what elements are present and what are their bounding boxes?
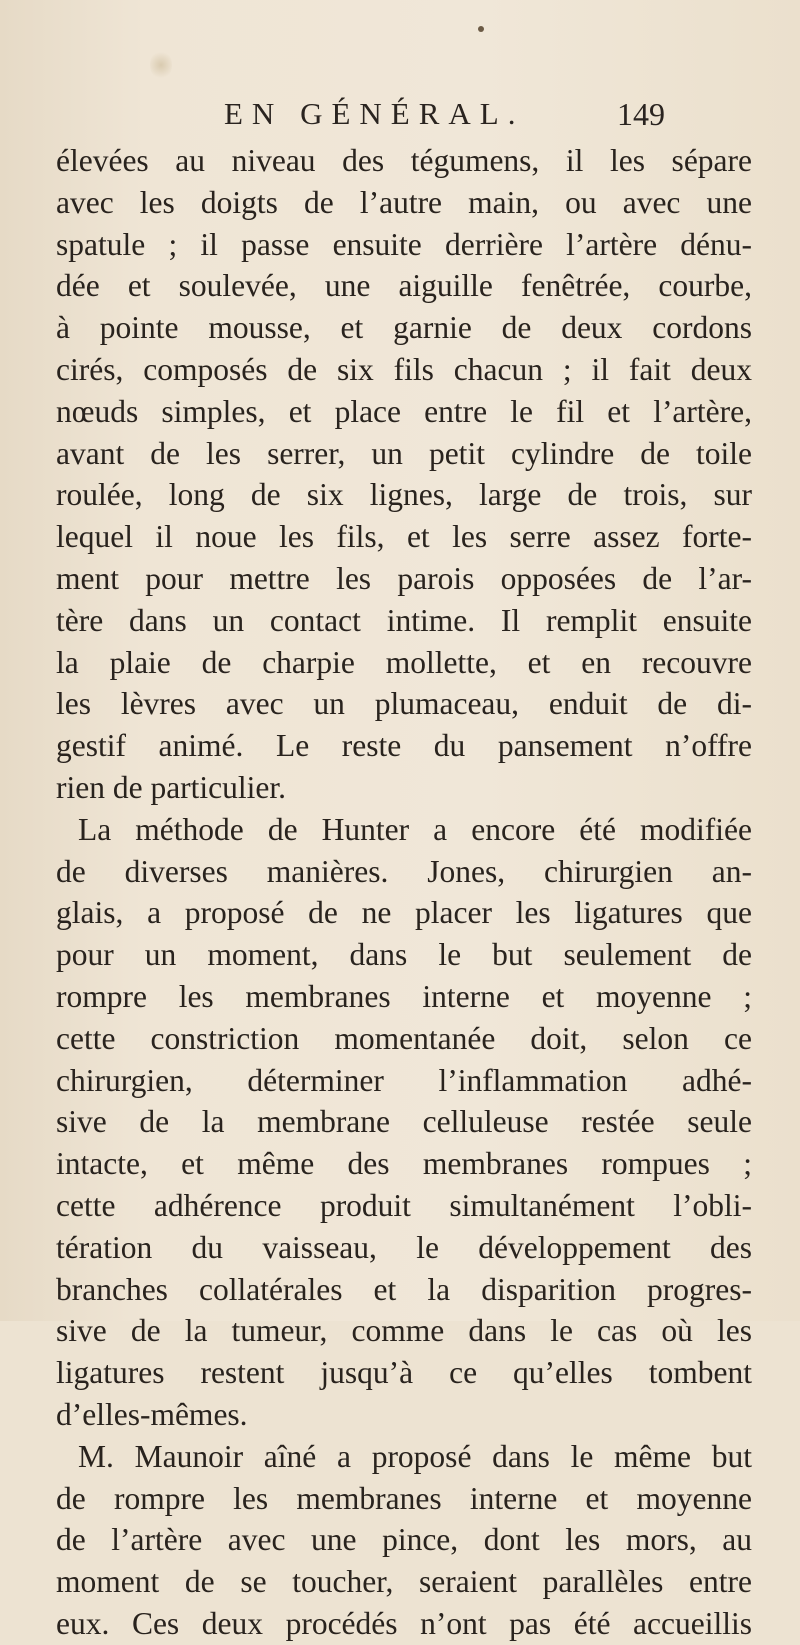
text-line: rien de particulier. <box>56 769 287 805</box>
text-line: tération du vaisseau, le développement des <box>56 1229 752 1265</box>
text-line: moment de se toucher, seraient parallèles entre <box>56 1564 752 1600</box>
text-line: ligatures restent jusqu’à ce qu’elles tombent <box>56 1355 752 1391</box>
body-text <box>56 140 752 1645</box>
text-line: spatule ; il passe ensuite derrière l’artère dénu- <box>56 226 752 262</box>
text-line: d’elles-mêmes. <box>56 1396 248 1432</box>
text-line: la plaie de charpie mollette, et en recouvre <box>56 644 752 680</box>
text-line: chirurgien, déterminer l’inflammation adhé- <box>56 1062 752 1098</box>
text-line: La méthode de Hunter a encore été modifiée <box>78 811 752 847</box>
text-line: M. Maunoir aîné a proposé dans le même but <box>78 1438 752 1474</box>
text-line: avant de les serrer, un petit cylindre de toile <box>56 435 752 471</box>
text-line: intacte, et même des membranes rompues ; <box>56 1146 752 1182</box>
text-line: cette constriction momentanée doit, selon ce <box>56 1020 752 1056</box>
text-line: eux. Ces deux procédés n’ont pas été accueillis <box>56 1605 752 1641</box>
text-line: sive de la tumeur, comme dans le cas où les <box>56 1313 752 1349</box>
text-line: lequel il noue les fils, et les serre assez forte- <box>56 519 752 555</box>
text-line: de rompre les membranes interne et moyenne <box>56 1480 752 1516</box>
ink-speck <box>478 26 484 32</box>
paper-stain <box>150 50 172 80</box>
text-line: glais, a proposé de ne placer les ligatures que <box>56 895 752 931</box>
text-line: de l’artère avec une pince, dont les mors, au <box>56 1522 752 1558</box>
running-head: EN GÉNÉRAL. <box>224 96 525 131</box>
text-line: roulée, long de six lignes, large de trois, sur <box>56 477 752 513</box>
text-line: dée et soulevée, une aiguille fenêtrée, courbe, <box>56 268 752 304</box>
text-line: ment pour mettre les parois opposées de l’ar- <box>56 560 752 596</box>
page-number: 149 <box>617 96 665 132</box>
text-line: cirés, composés de six fils chacun ; il fait deux <box>56 351 752 387</box>
page-header <box>0 96 800 136</box>
text-line: tère dans un contact intime. Il remplit ensuite <box>56 602 752 638</box>
text-line: les lèvres avec un plumaceau, enduit de di- <box>56 686 752 722</box>
text-line: cette adhérence produit simultanément l’obli- <box>56 1187 752 1223</box>
text-line: nœuds simples, et place entre le fil et l’artère, <box>56 393 752 429</box>
text-line: de diverses manières. Jones, chirurgien an- <box>56 853 752 889</box>
text-line: sive de la membrane celluleuse restée seule <box>56 1104 752 1140</box>
text-line: pour un moment, dans le but seulement de <box>56 937 752 973</box>
text-line: élevées au niveau des tégumens, il les sépare <box>56 143 752 178</box>
text-line: à pointe mousse, et garnie de deux cordons <box>56 310 752 346</box>
text-line: rompre les membranes interne et moyenne ; <box>56 978 752 1014</box>
text-line: avec les doigts de l’autre main, ou avec une <box>56 184 752 220</box>
text-line: branches collatérales et la disparition progres- <box>56 1271 752 1307</box>
text-line: gestif animé. Le reste du pansement n’offre <box>56 728 752 764</box>
